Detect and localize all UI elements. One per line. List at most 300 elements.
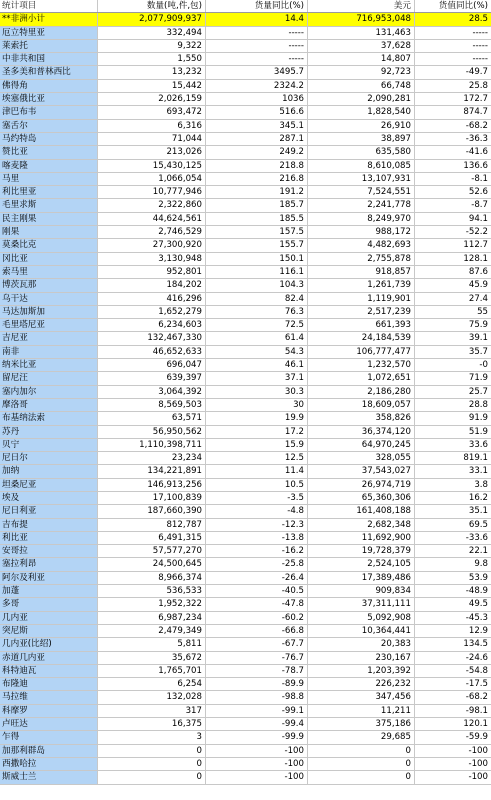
- quantity-cell[interactable]: 693,472: [98, 106, 206, 118]
- value-yoy-cell[interactable]: 33.1: [468, 466, 488, 477]
- quantity-yoy-cell[interactable]: -40.5: [206, 585, 308, 597]
- value-yoy-cell[interactable]: -----: [472, 54, 488, 65]
- quantity-yoy-cell[interactable]: 218.8: [206, 160, 308, 172]
- quantity-cell[interactable]: 1,652,279: [98, 306, 206, 318]
- quantity-yoy-cell[interactable]: 345.1: [206, 120, 308, 132]
- country-cell[interactable]: 布基纳法索: [0, 412, 98, 424]
- usd-cell[interactable]: 66,748: [308, 80, 415, 92]
- value-yoy-cell[interactable]: 9.8: [474, 559, 488, 570]
- quantity-yoy-cell[interactable]: 249.2: [206, 146, 308, 158]
- quantity-cell[interactable]: 2,322,860: [98, 199, 206, 211]
- quantity-cell[interactable]: 10,777,946: [98, 186, 206, 198]
- value-yoy-cell[interactable]: 39.1: [468, 333, 488, 344]
- country-cell[interactable]: 卢旺达: [0, 718, 98, 730]
- quantity-cell[interactable]: 6,491,315: [98, 532, 206, 544]
- quantity-cell[interactable]: 536,533: [98, 585, 206, 597]
- quantity-yoy-cell[interactable]: 30: [206, 399, 308, 411]
- quantity-cell[interactable]: 46,652,633: [98, 346, 206, 358]
- value-yoy-cell[interactable]: -----: [472, 40, 488, 51]
- value-yoy-cell[interactable]: 112.7: [463, 240, 488, 251]
- quantity-cell[interactable]: 317: [98, 705, 206, 717]
- usd-cell[interactable]: 29,685: [308, 731, 415, 743]
- usd-cell[interactable]: 131,463: [308, 27, 415, 39]
- header-quantity-yoy[interactable]: 货量同比(%): [206, 0, 308, 12]
- subtotal-value-yoy[interactable]: 28.5: [415, 13, 491, 25]
- country-cell[interactable]: 塞拉利昂: [0, 558, 98, 570]
- quantity-cell[interactable]: 15,442: [98, 80, 206, 92]
- quantity-yoy-cell[interactable]: -----: [206, 40, 308, 52]
- value-yoy-cell[interactable]: 172.7: [463, 94, 488, 105]
- value-yoy-cell[interactable]: -24.6: [465, 652, 488, 663]
- table-row: [0, 665, 491, 678]
- country-cell[interactable]: 南非: [0, 346, 98, 358]
- usd-cell[interactable]: 328,055: [308, 452, 415, 464]
- country-cell[interactable]: 津巴布韦: [0, 106, 98, 118]
- quantity-yoy-cell[interactable]: 12.5: [206, 452, 308, 464]
- country-cell[interactable]: 马达加斯加: [0, 306, 98, 318]
- quantity-yoy-cell[interactable]: 191.2: [206, 186, 308, 198]
- country-cell[interactable]: 安哥拉: [0, 545, 98, 557]
- country-cell[interactable]: 留尼汪: [0, 372, 98, 384]
- usd-cell[interactable]: 0: [308, 745, 415, 757]
- value-yoy-cell[interactable]: 69.5: [468, 519, 488, 530]
- country-cell[interactable]: 利比里亚: [0, 186, 98, 198]
- value-yoy-cell[interactable]: 52.6: [468, 187, 488, 198]
- value-yoy-cell[interactable]: 874.7: [463, 107, 488, 118]
- quantity-cell[interactable]: 8,569,503: [98, 399, 206, 411]
- usd-cell[interactable]: 26,974,719: [308, 479, 415, 491]
- quantity-yoy-cell[interactable]: 19.9: [206, 412, 308, 424]
- usd-cell[interactable]: 230,167: [308, 652, 415, 664]
- country-cell[interactable]: 佛得角: [0, 80, 98, 92]
- value-yoy-cell[interactable]: -45.3: [465, 612, 488, 623]
- quantity-cell[interactable]: 639,397: [98, 372, 206, 384]
- subtotal-usd[interactable]: 716,953,048: [308, 13, 415, 25]
- quantity-cell[interactable]: 132,467,330: [98, 332, 206, 344]
- quantity-yoy-cell[interactable]: -66.8: [206, 625, 308, 637]
- quantity-cell[interactable]: 24,500,645: [98, 558, 206, 570]
- quantity-cell[interactable]: 16,375: [98, 718, 206, 730]
- usd-cell[interactable]: 1,232,570: [308, 359, 415, 371]
- value-yoy-cell[interactable]: 136.6: [463, 160, 488, 171]
- usd-cell[interactable]: 0: [308, 771, 415, 783]
- country-cell[interactable]: 厄立特里亚: [0, 27, 98, 39]
- quantity-yoy-cell[interactable]: 37.1: [206, 372, 308, 384]
- quantity-cell[interactable]: 812,787: [98, 519, 206, 531]
- quantity-cell[interactable]: 17,100,839: [98, 492, 206, 504]
- quantity-cell[interactable]: 23,234: [98, 452, 206, 464]
- usd-cell[interactable]: 24,184,539: [308, 332, 415, 344]
- country-cell[interactable]: 塞舌尔: [0, 120, 98, 132]
- quantity-cell[interactable]: 2,479,349: [98, 625, 206, 637]
- header-usd[interactable]: 美元: [308, 0, 415, 12]
- country-cell[interactable]: 赤道几内亚: [0, 652, 98, 664]
- country-cell[interactable]: 圣多美和普林西比: [0, 66, 98, 78]
- table-row: [0, 705, 491, 718]
- usd-cell[interactable]: 13,107,931: [308, 173, 415, 185]
- usd-cell[interactable]: 909,834: [308, 585, 415, 597]
- usd-cell[interactable]: 64,970,245: [308, 439, 415, 451]
- quantity-cell[interactable]: 6,316: [98, 120, 206, 132]
- quantity-cell[interactable]: 184,202: [98, 279, 206, 291]
- usd-cell[interactable]: 17,389,486: [308, 572, 415, 584]
- quantity-cell[interactable]: 6,234,603: [98, 319, 206, 331]
- country-cell[interactable]: 几内亚: [0, 612, 98, 624]
- value-yoy-cell[interactable]: 28.8: [468, 399, 488, 410]
- usd-cell[interactable]: 38,897: [308, 133, 415, 145]
- quantity-cell[interactable]: 6,987,234: [98, 612, 206, 624]
- country-cell[interactable]: 民主刚果: [0, 213, 98, 225]
- country-cell[interactable]: 中非共和国: [0, 53, 98, 65]
- quantity-yoy-cell[interactable]: -67.7: [206, 638, 308, 650]
- quantity-yoy-cell[interactable]: -78.7: [206, 665, 308, 677]
- value-yoy-cell[interactable]: 35.1: [468, 506, 488, 517]
- quantity-cell[interactable]: 0: [98, 745, 206, 757]
- quantity-yoy-cell[interactable]: 15.9: [206, 439, 308, 451]
- quantity-yoy-cell[interactable]: -99.4: [206, 718, 308, 730]
- usd-cell[interactable]: 2,755,878: [308, 253, 415, 265]
- country-cell[interactable]: 突尼斯: [0, 625, 98, 637]
- country-cell[interactable]: 埃及: [0, 492, 98, 504]
- usd-cell[interactable]: 65,360,306: [308, 492, 415, 504]
- value-yoy-cell[interactable]: -49.7: [465, 67, 488, 78]
- quantity-cell[interactable]: 13,232: [98, 66, 206, 78]
- country-cell[interactable]: 赞比亚: [0, 146, 98, 158]
- quantity-cell[interactable]: 132,028: [98, 691, 206, 703]
- quantity-cell[interactable]: 134,221,891: [98, 465, 206, 477]
- country-cell[interactable]: 加纳: [0, 465, 98, 477]
- quantity-yoy-cell[interactable]: 2324.2: [206, 80, 308, 92]
- value-yoy-cell[interactable]: -8.1: [471, 173, 488, 184]
- quantity-cell[interactable]: 1,765,701: [98, 665, 206, 677]
- usd-cell[interactable]: 661,393: [308, 319, 415, 331]
- quantity-yoy-cell[interactable]: -----: [206, 53, 308, 65]
- usd-cell[interactable]: 1,203,392: [308, 665, 415, 677]
- quantity-cell[interactable]: 63,571: [98, 412, 206, 424]
- quantity-yoy-cell[interactable]: 54.3: [206, 346, 308, 358]
- quantity-yoy-cell[interactable]: 116.1: [206, 266, 308, 278]
- quantity-cell[interactable]: 2,026,159: [98, 93, 206, 105]
- quantity-yoy-cell[interactable]: -60.2: [206, 612, 308, 624]
- country-cell[interactable]: 埃塞俄比亚: [0, 93, 98, 105]
- value-yoy-cell[interactable]: 49.5: [468, 599, 488, 610]
- country-cell[interactable]: 索马里: [0, 266, 98, 278]
- usd-cell[interactable]: 10,364,441: [308, 625, 415, 637]
- country-cell[interactable]: 利比亚: [0, 532, 98, 544]
- subtotal-label[interactable]: **非洲小计: [0, 13, 98, 25]
- country-cell[interactable]: 博茨瓦那: [0, 279, 98, 291]
- quantity-yoy-cell[interactable]: -100: [206, 758, 308, 770]
- quantity-cell[interactable]: 952,801: [98, 266, 206, 278]
- table-row: [0, 612, 491, 625]
- usd-cell[interactable]: 37,543,027: [308, 465, 415, 477]
- country-cell[interactable]: 马约特岛: [0, 133, 98, 145]
- quantity-yoy-cell[interactable]: 17.2: [206, 426, 308, 438]
- usd-cell[interactable]: 26,910: [308, 120, 415, 132]
- quantity-yoy-cell[interactable]: 287.1: [206, 133, 308, 145]
- quantity-yoy-cell[interactable]: -98.8: [206, 691, 308, 703]
- usd-cell[interactable]: 2,186,280: [308, 386, 415, 398]
- country-cell[interactable]: 加蓬: [0, 585, 98, 597]
- value-yoy-cell[interactable]: -68.2: [465, 120, 488, 131]
- quantity-yoy-cell[interactable]: 72.5: [206, 319, 308, 331]
- country-cell[interactable]: 科摩罗: [0, 705, 98, 717]
- usd-cell[interactable]: 1,072,651: [308, 372, 415, 384]
- quantity-yoy-cell[interactable]: 1036: [206, 93, 308, 105]
- usd-cell[interactable]: 20,383: [308, 638, 415, 650]
- quantity-cell[interactable]: 8,966,374: [98, 572, 206, 584]
- usd-cell[interactable]: 36,374,120: [308, 426, 415, 438]
- country-cell[interactable]: 几内亚(比绍): [0, 638, 98, 650]
- value-yoy-cell[interactable]: 45.9: [468, 280, 488, 291]
- header-item[interactable]: 统计项目: [0, 0, 98, 12]
- value-yoy-cell[interactable]: 128.1: [463, 253, 488, 264]
- value-yoy-cell[interactable]: 94.1: [468, 213, 488, 224]
- quantity-cell[interactable]: 3,064,392: [98, 386, 206, 398]
- quantity-yoy-cell[interactable]: -100: [206, 771, 308, 783]
- usd-cell[interactable]: 14,807: [308, 53, 415, 65]
- quantity-yoy-cell[interactable]: 185.5: [206, 213, 308, 225]
- usd-cell[interactable]: 375,186: [308, 718, 415, 730]
- country-cell[interactable]: 塞内加尔: [0, 386, 98, 398]
- quantity-cell[interactable]: 15,430,125: [98, 160, 206, 172]
- quantity-yoy-cell[interactable]: -4.8: [206, 505, 308, 517]
- country-cell[interactable]: 尼日利亚: [0, 505, 98, 517]
- quantity-cell[interactable]: 6,254: [98, 678, 206, 690]
- value-yoy-cell[interactable]: -8.7: [471, 200, 488, 211]
- usd-cell[interactable]: 37,628: [308, 40, 415, 52]
- table-row: [0, 465, 491, 478]
- value-yoy-cell[interactable]: 12.9: [468, 625, 488, 636]
- value-yoy-cell[interactable]: -0: [479, 360, 488, 371]
- country-cell[interactable]: 布隆迪: [0, 678, 98, 690]
- value-yoy-cell[interactable]: 75.9: [468, 320, 488, 331]
- quantity-cell[interactable]: 416,296: [98, 293, 206, 305]
- value-yoy-cell[interactable]: 120.1: [463, 719, 488, 730]
- country-cell[interactable]: 吉布提: [0, 519, 98, 531]
- usd-cell[interactable]: 37,311,111: [308, 598, 415, 610]
- country-cell[interactable]: 马拉维: [0, 691, 98, 703]
- country-cell[interactable]: 莱索托: [0, 40, 98, 52]
- quantity-cell[interactable]: 146,913,256: [98, 479, 206, 491]
- header-quantity[interactable]: 数量(吨,件,包): [98, 0, 206, 12]
- usd-cell[interactable]: 11,211: [308, 705, 415, 717]
- value-yoy-cell[interactable]: -100: [468, 758, 488, 769]
- country-cell[interactable]: 尼日尔: [0, 452, 98, 464]
- usd-cell[interactable]: 11,692,900: [308, 532, 415, 544]
- usd-cell[interactable]: 1,261,739: [308, 279, 415, 291]
- quantity-yoy-cell[interactable]: 76.3: [206, 306, 308, 318]
- value-yoy-cell[interactable]: -100: [468, 745, 488, 756]
- quantity-yoy-cell[interactable]: -76.7: [206, 652, 308, 664]
- country-cell[interactable]: 喀麦隆: [0, 160, 98, 172]
- usd-cell[interactable]: 2,517,239: [308, 306, 415, 318]
- usd-cell[interactable]: 19,728,379: [308, 545, 415, 557]
- value-yoy-cell[interactable]: -100: [468, 772, 488, 783]
- quantity-cell[interactable]: 71,044: [98, 133, 206, 145]
- quantity-yoy-cell[interactable]: -12.3: [206, 519, 308, 531]
- quantity-yoy-cell[interactable]: -25.8: [206, 558, 308, 570]
- header-value-yoy[interactable]: 货值同比(%): [415, 0, 491, 12]
- quantity-cell[interactable]: 696,047: [98, 359, 206, 371]
- usd-cell[interactable]: 226,232: [308, 678, 415, 690]
- value-yoy-cell[interactable]: 87.6: [468, 266, 488, 277]
- usd-cell[interactable]: 5,092,908: [308, 612, 415, 624]
- usd-cell[interactable]: 18,609,057: [308, 399, 415, 411]
- value-yoy-cell[interactable]: 51.9: [468, 426, 488, 437]
- value-yoy-cell[interactable]: 25.8: [468, 80, 488, 91]
- table-row: [0, 173, 491, 186]
- value-yoy-cell[interactable]: -54.8: [465, 665, 488, 676]
- quantity-yoy-cell[interactable]: 10.5: [206, 479, 308, 491]
- value-yoy-cell[interactable]: -48.9: [465, 586, 488, 597]
- quantity-yoy-cell[interactable]: -100: [206, 745, 308, 757]
- usd-cell[interactable]: 8,249,970: [308, 213, 415, 225]
- quantity-yoy-cell[interactable]: -99.1: [206, 705, 308, 717]
- value-yoy-cell[interactable]: 819.1: [463, 453, 488, 464]
- quantity-cell[interactable]: 1,952,322: [98, 598, 206, 610]
- quantity-cell[interactable]: 3,130,948: [98, 253, 206, 265]
- country-cell[interactable]: 阿尔及利亚: [0, 572, 98, 584]
- quantity-yoy-cell[interactable]: -13.8: [206, 532, 308, 544]
- subtotal-quantity[interactable]: 2,077,909,937: [98, 13, 206, 25]
- country-cell[interactable]: 斯威士兰: [0, 771, 98, 783]
- country-cell[interactable]: 摩洛哥: [0, 399, 98, 411]
- country-cell[interactable]: 纳米比亚: [0, 359, 98, 371]
- quantity-yoy-cell[interactable]: 3495.7: [206, 66, 308, 78]
- usd-cell[interactable]: 0: [308, 758, 415, 770]
- value-yoy-cell[interactable]: -17.5: [465, 679, 488, 690]
- quantity-cell[interactable]: 9,322: [98, 40, 206, 52]
- quantity-cell[interactable]: 3: [98, 731, 206, 743]
- quantity-cell[interactable]: 2,746,529: [98, 226, 206, 238]
- country-cell[interactable]: 毛里求斯: [0, 199, 98, 211]
- usd-cell[interactable]: 635,580: [308, 146, 415, 158]
- quantity-cell[interactable]: 44,624,561: [98, 213, 206, 225]
- usd-cell[interactable]: 8,610,085: [308, 160, 415, 172]
- quantity-yoy-cell[interactable]: -99.9: [206, 731, 308, 743]
- quantity-yoy-cell[interactable]: 516.6: [206, 106, 308, 118]
- quantity-cell[interactable]: 35,672: [98, 652, 206, 664]
- quantity-yoy-cell[interactable]: 61.4: [206, 332, 308, 344]
- value-yoy-cell[interactable]: -68.2: [465, 692, 488, 703]
- country-cell[interactable]: 冈比亚: [0, 253, 98, 265]
- quantity-cell[interactable]: 5,811: [98, 638, 206, 650]
- quantity-cell[interactable]: 57,577,270: [98, 545, 206, 557]
- quantity-yoy-cell[interactable]: 157.5: [206, 226, 308, 238]
- quantity-cell[interactable]: 27,300,920: [98, 239, 206, 251]
- value-yoy-cell[interactable]: 53.9: [468, 572, 488, 583]
- value-yoy-cell[interactable]: -59.9: [465, 732, 488, 743]
- quantity-yoy-cell[interactable]: 30.3: [206, 386, 308, 398]
- country-cell[interactable]: 加那利群岛: [0, 745, 98, 757]
- usd-cell[interactable]: 2,524,105: [308, 558, 415, 570]
- value-yoy-cell[interactable]: 134.5: [463, 639, 488, 650]
- country-cell[interactable]: 莫桑比克: [0, 239, 98, 251]
- country-cell[interactable]: 苏丹: [0, 426, 98, 438]
- value-yoy-cell[interactable]: -98.1: [465, 705, 488, 716]
- quantity-cell[interactable]: 56,950,562: [98, 426, 206, 438]
- country-cell[interactable]: 多哥: [0, 598, 98, 610]
- usd-cell[interactable]: 2,090,281: [308, 93, 415, 105]
- country-cell[interactable]: 西撒哈拉: [0, 758, 98, 770]
- country-cell[interactable]: 坦桑尼亚: [0, 479, 98, 491]
- quantity-yoy-cell[interactable]: 155.7: [206, 239, 308, 251]
- usd-cell[interactable]: 358,826: [308, 412, 415, 424]
- quantity-cell[interactable]: 187,660,390: [98, 505, 206, 517]
- country-cell[interactable]: 乌干达: [0, 293, 98, 305]
- value-yoy-cell[interactable]: 16.2: [468, 492, 488, 503]
- country-cell[interactable]: 刚果: [0, 226, 98, 238]
- quantity-yoy-cell[interactable]: -3.5: [206, 492, 308, 504]
- usd-cell[interactable]: 4,482,693: [308, 239, 415, 251]
- value-yoy-cell[interactable]: -52.2: [465, 227, 488, 238]
- country-cell[interactable]: 贝宁: [0, 439, 98, 451]
- usd-cell[interactable]: 2,682,348: [308, 519, 415, 531]
- quantity-yoy-cell[interactable]: 216.8: [206, 173, 308, 185]
- usd-cell[interactable]: 106,777,477: [308, 346, 415, 358]
- quantity-yoy-cell[interactable]: 150.1: [206, 253, 308, 265]
- quantity-yoy-cell[interactable]: 82.4: [206, 293, 308, 305]
- value-yoy-cell[interactable]: 22.1: [468, 546, 488, 557]
- usd-cell[interactable]: 92,723: [308, 66, 415, 78]
- quantity-cell[interactable]: 1,066,054: [98, 173, 206, 185]
- usd-cell[interactable]: 2,241,778: [308, 199, 415, 211]
- country-cell[interactable]: 科特迪瓦: [0, 665, 98, 677]
- quantity-yoy-cell[interactable]: -26.4: [206, 572, 308, 584]
- value-yoy-cell[interactable]: -41.6: [465, 147, 488, 158]
- value-yoy-cell[interactable]: 71.9: [468, 373, 488, 384]
- quantity-yoy-cell[interactable]: -----: [206, 27, 308, 39]
- usd-cell[interactable]: 1,828,540: [308, 106, 415, 118]
- quantity-yoy-cell[interactable]: 104.3: [206, 279, 308, 291]
- value-yoy-cell[interactable]: -----: [472, 27, 488, 38]
- value-yoy-cell[interactable]: 27.4: [468, 293, 488, 304]
- value-yoy-cell[interactable]: 91.9: [468, 413, 488, 424]
- quantity-cell[interactable]: 1,110,398,711: [98, 439, 206, 451]
- value-yoy-cell[interactable]: -36.3: [465, 133, 488, 144]
- quantity-cell[interactable]: 213,026: [98, 146, 206, 158]
- quantity-cell[interactable]: 332,494: [98, 27, 206, 39]
- usd-cell[interactable]: 7,524,551: [308, 186, 415, 198]
- quantity-yoy-cell[interactable]: 11.4: [206, 465, 308, 477]
- usd-cell[interactable]: 161,408,188: [308, 505, 415, 517]
- value-yoy-cell[interactable]: -33.6: [465, 532, 488, 543]
- quantity-cell[interactable]: 0: [98, 771, 206, 783]
- value-yoy-cell[interactable]: 25.7: [468, 386, 488, 397]
- country-cell[interactable]: 毛里塔尼亚: [0, 319, 98, 331]
- subtotal-quantity-yoy[interactable]: 14.4: [206, 13, 308, 25]
- quantity-yoy-cell[interactable]: -89.9: [206, 678, 308, 690]
- quantity-yoy-cell[interactable]: 46.1: [206, 359, 308, 371]
- value-yoy-cell[interactable]: 35.7: [468, 346, 488, 357]
- quantity-yoy-cell[interactable]: -16.2: [206, 545, 308, 557]
- country-cell[interactable]: 马里: [0, 173, 98, 185]
- value-yoy-cell[interactable]: 3.8: [474, 479, 488, 490]
- value-yoy-cell[interactable]: 55: [477, 306, 488, 317]
- usd-cell[interactable]: 347,456: [308, 691, 415, 703]
- country-cell[interactable]: 乍得: [0, 731, 98, 743]
- quantity-yoy-cell[interactable]: -47.8: [206, 598, 308, 610]
- value-yoy-cell[interactable]: 33.6: [468, 439, 488, 450]
- quantity-cell[interactable]: 1,550: [98, 53, 206, 65]
- quantity-yoy-cell[interactable]: 185.7: [206, 199, 308, 211]
- usd-cell[interactable]: 988,172: [308, 226, 415, 238]
- quantity-cell[interactable]: 0: [98, 758, 206, 770]
- usd-cell[interactable]: 918,857: [308, 266, 415, 278]
- usd-cell[interactable]: 1,119,901: [308, 293, 415, 305]
- country-cell[interactable]: 吉尼亚: [0, 332, 98, 344]
